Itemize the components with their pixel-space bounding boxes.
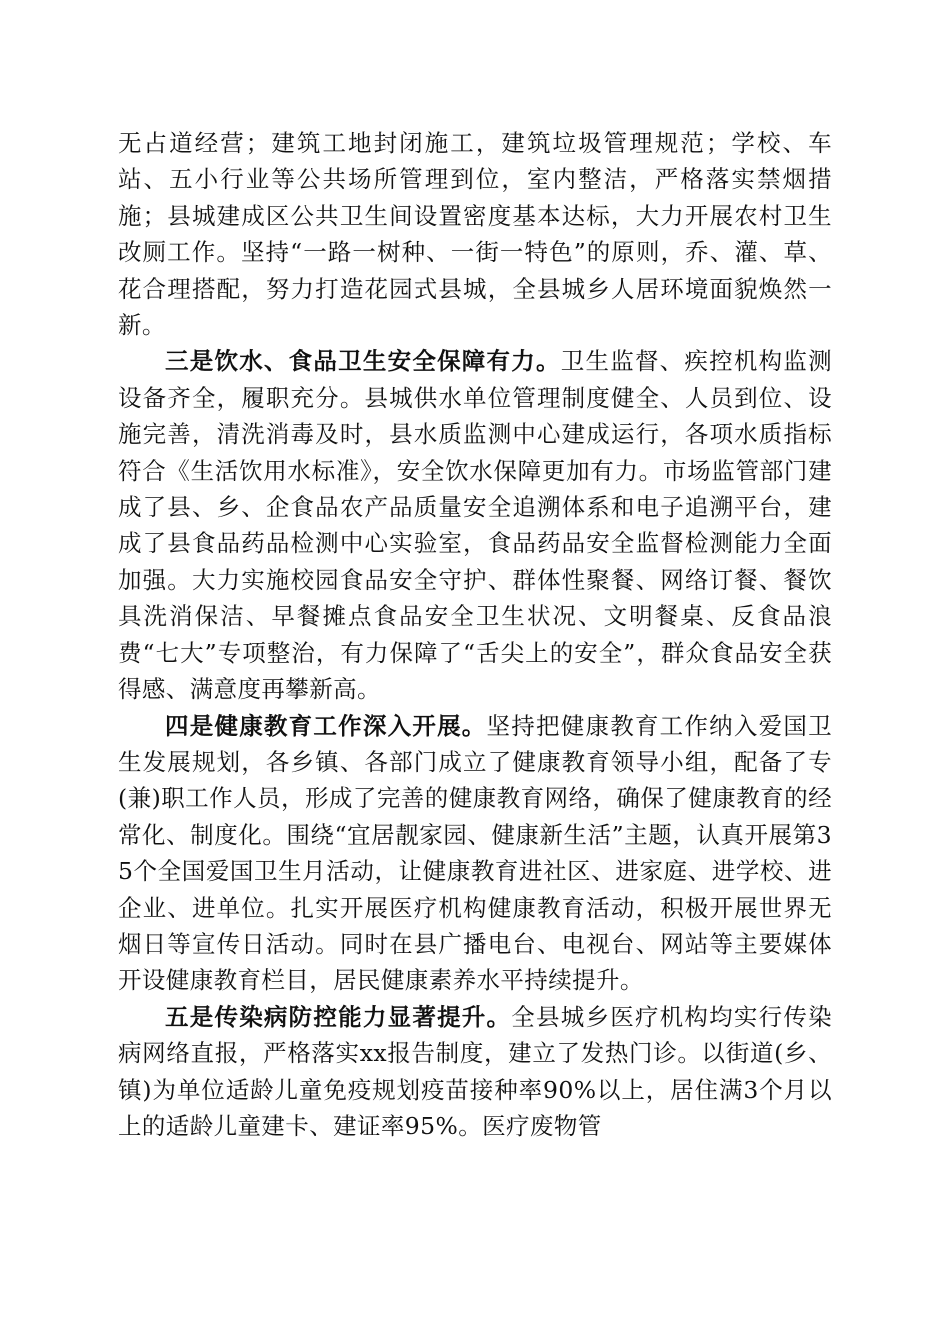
paragraph-disease-control: [118, 999, 832, 1145]
paragraph-heading: 五是传染病防控能力显著提升。: [165, 1002, 512, 1031]
paragraph-water-food-safety: [118, 343, 832, 707]
paragraph-body: 全县城乡医疗机构均实行传染病网络直报，严格落实xx报告制度，建立了发热门诊。以街道(乡、镇)为单位适龄儿童免疫规划疫苗接种率90%以上，居住满3个月以上的适龄儿童建卡、建证率95%。医疗废物管: [118, 1002, 832, 1140]
paragraph-body: 卫生监督、疾控机构监测设备齐全，履职充分。县城供水单位管理制度健全、人员到位、设施完善，清洗消毒及时，县水质监测中心建成运行，各项水质指标符合《生活饮用水标准》，安全饮水保障更加有力。市场监管部门建成了县、乡、企食品农产品质量安全追溯体系和电子追溯平台，建成了县食品药品检测中心实验室，食品药品安全监督检测能力全面加强。大力实施校园食品安全守护、群体性聚餐、网络订餐、餐饮具洗消保洁、早餐摊点食品安全卫生状况、文明餐桌、反食品浪费“七大”专项整治，有力保障了“舌尖上的安全”，群众食品安全获得感、满意度再攀新高。: [118, 347, 832, 704]
paragraph-health-education: [118, 708, 832, 999]
paragraph-heading: 三是饮水、食品卫生安全保障有力。: [165, 347, 561, 376]
paragraph-continuation: [118, 125, 832, 343]
paragraph-body: 无占道经营；建筑工地封闭施工，建筑垃圾管理规范；学校、车站、五小行业等公共场所管理到位，室内整洁，严格落实禁烟措施；县城建成区公共卫生间设置密度基本达标，大力开展农村卫生改厕工作。坚持“一路一树种、一街一特色”的原则，乔、灌、草、花合理搭配，努力打造花园式县城，全县城乡人居环境面貌焕然一新。: [118, 129, 832, 340]
paragraph-body: 坚持把健康教育工作纳入爱国卫生发展规划，各乡镇、各部门成立了健康教育领导小组，配备了专(兼)职工作人员，形成了完善的健康教育网络，确保了健康教育的经常化、制度化。围绕“宜居靓家园、健康新生活”主题，认真开展第35个全国爱国卫生月活动，让健康教育进社区、进家庭、进学校、进企业、进单位。扎实开展医疗机构健康教育活动，积极开展世界无烟日等宣传日活动。同时在县广播电台、电视台、网站等主要媒体开设健康教育栏目，居民健康素养水平持续提升。: [118, 711, 832, 995]
paragraph-heading: 四是健康教育工作深入开展。: [165, 711, 487, 740]
document-page: [118, 125, 832, 1144]
